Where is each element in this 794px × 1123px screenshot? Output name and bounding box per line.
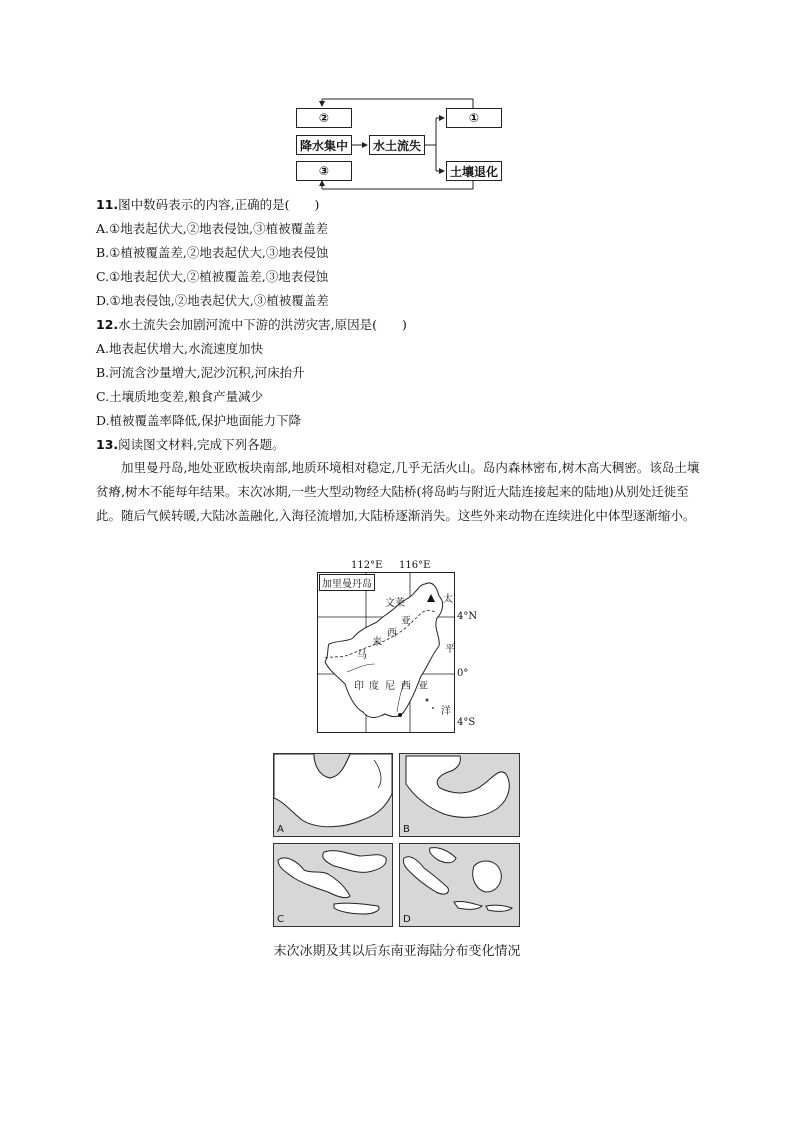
panel-d-land (400, 844, 519, 926)
map-lat-4n: 4°N (457, 611, 478, 622)
panel-a-letter: A (277, 824, 284, 835)
q13-stem: 阅读图文材料,完成下列各题。 (118, 437, 285, 452)
q12-option-d: D.植被覆盖率降低,保护地面能力下降 (96, 413, 302, 428)
q12-option-b: B.河流含沙量增大,泥沙沉积,河床抬升 (96, 365, 305, 380)
map-lat-0: 0° (457, 668, 469, 679)
panel-c (273, 843, 393, 927)
panel-d-letter: D (403, 914, 411, 925)
q12-option-c: C.土壤质地变差,粮食产量减少 (96, 389, 264, 404)
map-label-yin: 印 (354, 681, 364, 692)
map-label-lai: 来 (372, 637, 382, 648)
panel-a (273, 753, 393, 837)
q11-option-a: A.①地表起伏大,②地表侵蚀,③植被覆盖差 (96, 221, 329, 236)
flow-connectors (0, 0, 794, 200)
map-label-xi1: 西 (387, 628, 397, 639)
panel-b-land (400, 754, 519, 836)
flow-box-rain: 降水集中 (296, 135, 352, 155)
q11-option-c: C.①地表起伏大,②植被覆盖差,③地表侵蚀 (96, 269, 329, 284)
map-lon-116: 116°E (399, 560, 431, 571)
flow-box-erosion: 水土流失 (369, 135, 425, 155)
q12-number: 12. (96, 317, 119, 332)
map-label-ping: 平 (445, 644, 455, 655)
map-label-ya1: 亚 (401, 616, 411, 627)
figure-caption: 末次冰期及其以后东南亚海陆分布变化情况 (273, 944, 521, 959)
map-label-ni: 尼 (385, 681, 395, 692)
q11-option-d: D.①地表侵蚀,②地表起伏大,③植被覆盖差 (96, 293, 329, 308)
panel-d (399, 843, 520, 927)
panel-b-letter: B (403, 824, 410, 835)
flow-box-1: ① (446, 108, 502, 128)
panel-c-land (274, 844, 392, 926)
map-label-ma: 马 (357, 650, 367, 661)
panel-b (399, 753, 520, 837)
q11-stem: 图中数码表示的内容,正确的是( ) (118, 197, 320, 212)
map-label-ya2: 亚 (418, 681, 428, 692)
flow-box-2: ② (296, 108, 352, 128)
map-lat-4s: 4°S (457, 717, 476, 728)
flow-box-3: ③ (296, 161, 352, 181)
q12-option-a: A.地表起伏增大,水流速度加快 (96, 341, 263, 356)
panel-a-land (274, 754, 392, 836)
panel-c-letter: C (277, 914, 284, 925)
map-label-xi2: 西 (401, 681, 411, 692)
q13-passage: 加里曼丹岛,地处亚欧板块南部,地质环境相对稳定,几乎无活火山。岛内森林密布,树木高大稠密。该岛土壤贫瘠,树木不能每年结果。末次冰期,一些大型动物经大陆桥(将岛屿与附近大陆连接起来的陆地)从别处迁徙至此。随后气候转暖,大陆冰盖融化,入海径流增加,大陆桥逐渐消失。这些外来动物在连续进化中体型逐渐缩小。 (96, 460, 700, 523)
flow-box-soil: 土壤退化 (446, 161, 502, 181)
map-label-wenlai: 文莱 (385, 598, 405, 609)
q11-option-b: B.①植被覆盖差,②地表起伏大,③地表侵蚀 (96, 245, 329, 260)
map-label-tai: 太 (443, 594, 453, 605)
map-lon-112: 112°E (351, 560, 383, 571)
map-title: 加里曼丹岛 (319, 574, 375, 591)
q11-number: 11. (96, 197, 119, 212)
map-label-du: 度 (369, 681, 379, 692)
map-label-yang: 洋 (441, 706, 451, 717)
q13-number: 13. (96, 437, 119, 452)
q12-stem: 水土流失会加剧河流中下游的洪涝灾害,原因是( ) (118, 317, 407, 332)
